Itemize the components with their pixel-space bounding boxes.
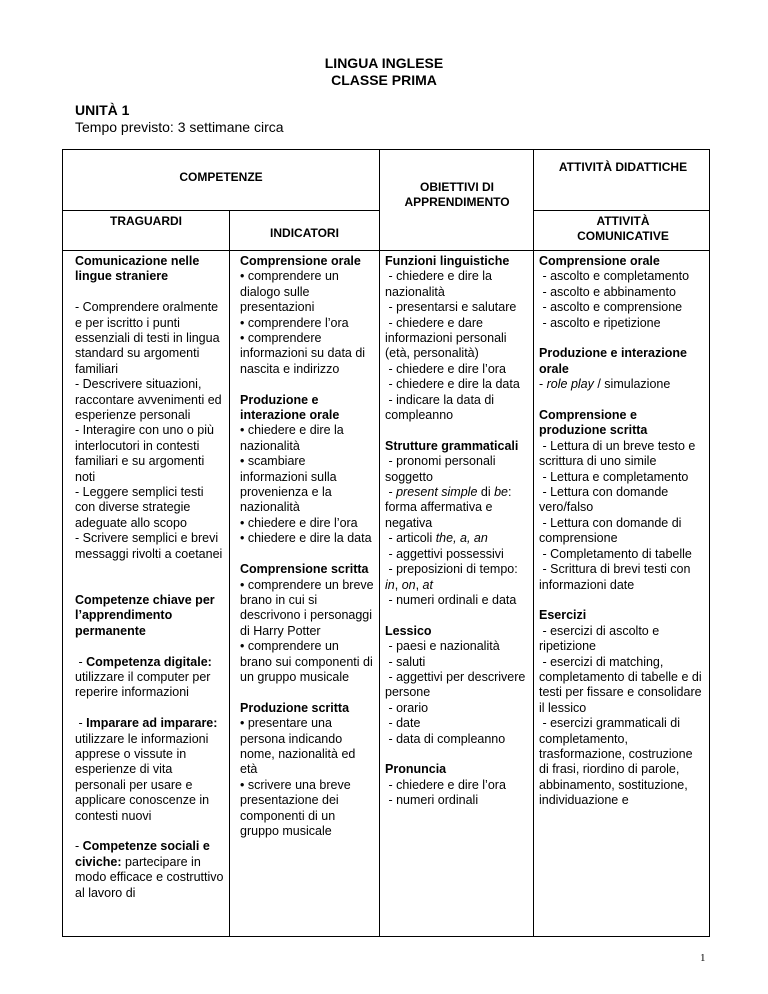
- obiettivi-column: Funzioni linguistiche - chiedere e dire la nazionalità - presentarsi e salutare - chiedere e dare informazioni personali (età, personalità) - chiedere e dire l’ora - chiedere e dire la data - indicare la data di compleanno Strutture grammaticali - pronomi personali soggetto - present simple di be: forma affermativa e negativa - articoli the, a, an - aggettivi possessivi - preposizioni di tempo: in, on, at - numeri ordinali e data Lessico - paesi e nazionalità - saluti - aggettivi per descrivere persone - orario - date - data di compleanno Pronuncia - chiedere e dire l’ora - numeri ordinali: [385, 254, 526, 808]
- title-line-1: LINGUA INGLESE: [324, 55, 444, 71]
- header-obiettivi: OBIETTIVI DI APPRENDIMENTO: [404, 180, 510, 209]
- unit-title: UNITÀ 1: [75, 102, 130, 118]
- header-indicatori: INDICATORI: [270, 226, 339, 240]
- indicatori-column: Comprensione orale • comprendere un dialogo sulle presentazioni • comprendere l’ora • comprendere informazioni su data di nascita e indirizzo Produzione e interazione orale • chiedere e dire la nazionalità • scambiare informazioni sulla provenienza e la nazionalità • chiedere e dire l’ora • chiedere e dire la data Comprensione scritta • comprendere un breve brano in cui si descrivono i personaggi di Harry Potter • comprendere un brano sui componenti di un gruppo musicale Produzione scritta • presentare una persona indicando nome, nazionalità ed età • scrivere una breve presentazione dei componenti di un gruppo musicale: [240, 254, 374, 838]
- header-attivita-didattiche: ATTIVITÀ DIDATTICHE: [558, 160, 688, 174]
- page-number: 1: [700, 952, 706, 964]
- title-line-2: CLASSE PRIMA: [331, 72, 437, 88]
- unit-time: Tempo previsto: 3 settimane circa: [75, 119, 284, 135]
- attivita-column: Comprensione orale - ascolto e completamento - ascolto e abbinamento - ascolto e comprensione - ascolto e ripetizione Produzione e interazione orale - role play / simulazione Comprensione e produzione scritta - Lettura di un breve testo e scrittura di uno simile - Lettura e completamento - Lettura con domande vero/falso - Lettura con domande di comprensione - Completamento di tabelle - Scrittura di brevi testi con informazioni date Esercizi - esercizi di ascolto e ripetizione - esercizi di matching, completamento di tabelle e di testi per fissare e consolidare il lessico - esercizi grammaticali di completamento, trasformazione, costruzione di frasi, riordino di parole, abbinamento, sostituzione, individuazione e: [539, 254, 702, 808]
- header-traguardi: TRAGUARDI: [110, 214, 182, 228]
- traguardi-column: Comunicazione nelle lingue straniere - Comprendere oralmente e per iscritto i punti essenziali di testi in lingua standard su argomenti familiari - Descrivere situazioni, raccontare avvenimenti ed esperienze personali - Interagire con uno o più interlocutori in contesti familiari e su argomenti noti - Leggere semplici testi con diverse strategie adeguate allo scopo - Scrivere semplici e brevi messaggi rivolti a coetanei Competenze chiave per l’apprendimento permanente - Competenza digitale: utilizzare il computer per reperire informazioni - Imparare ad imparare: utilizzare le informazioni apprese o vissute in esperienze di vita personali per usare e applicare conoscenze in contesti nuovi - Competenze sociali e civiche: partecipare in modo efficace e costruttivo al lavoro di: [75, 254, 224, 900]
- document-title: [0, 55, 768, 89]
- curriculum-table: [62, 149, 710, 937]
- header-attivita-comunicative: ATTIVITÀ COMUNICATIVE: [577, 214, 669, 243]
- header-competenze: COMPETENZE: [179, 170, 263, 184]
- unit-info: [75, 102, 284, 136]
